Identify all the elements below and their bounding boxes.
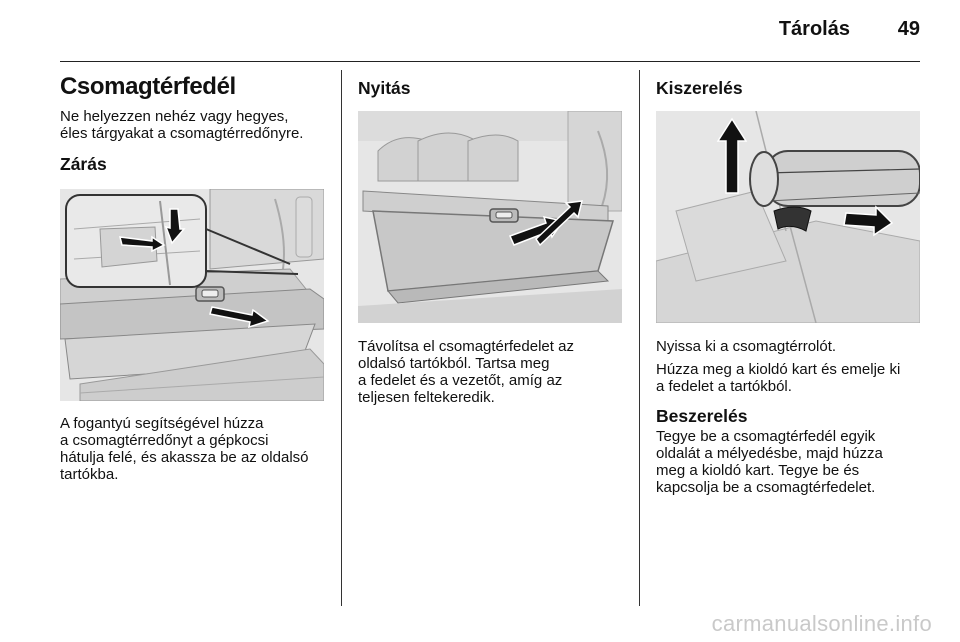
column-opening — [358, 72, 626, 406]
removal-text-2-line-2: a fedelet a tartókból. — [656, 378, 792, 395]
removal-text-1: Nyissa ki a csomagtérrolót. — [656, 338, 837, 355]
removal-text-2-line-1: Húzza meg a kioldó kart és emelje ki — [656, 361, 901, 378]
closing-text-line-4: tartókba. — [60, 466, 119, 483]
opening-illustration — [358, 111, 622, 323]
closing-text-line-3: hátulja felé, és akassza be az oldalsó — [60, 449, 309, 466]
removal-illustration-drawing — [656, 111, 920, 323]
removal-heading: Kiszerelés — [656, 78, 743, 98]
install-text-line-1: Tegye be a csomagtérfedél egyik — [656, 428, 876, 445]
opening-illustration-drawing — [358, 111, 622, 323]
column-removal — [656, 72, 924, 496]
opening-text-line-2: oldalsó tartókból. Tartsa meg — [358, 355, 550, 372]
column-divider-2 — [639, 70, 640, 606]
closing-illustration-drawing — [60, 189, 324, 401]
closing-text-line-2: a csomagtérredőnyt a gépkocsi — [60, 432, 269, 449]
header-section-title: Tárolás — [778, 18, 850, 40]
page-number: 49 — [897, 18, 920, 40]
closing-text-line-1: A fogantyú segítségével húzza — [60, 415, 264, 432]
install-text-line-4: kapcsolja be a csomagtérfedelet. — [656, 479, 876, 496]
removal-illustration — [656, 111, 920, 323]
opening-text-line-1: Távolítsa el csomagtérfedelet az — [358, 338, 574, 355]
intro-line-1: Ne helyezzen nehéz vagy hegyes, — [60, 108, 289, 125]
closing-illustration — [60, 189, 324, 401]
install-text-line-2: oldalát a mélyedésbe, majd húzza — [656, 445, 883, 462]
opening-text-line-4: teljesen feltekeredik. — [358, 389, 495, 406]
column-divider-1 — [341, 70, 342, 606]
header-divider — [60, 61, 920, 62]
opening-text-line-3: a fedelet és a vezetőt, amíg az — [358, 372, 563, 389]
install-heading: Beszerelés — [656, 406, 748, 426]
intro-line-2: éles tárgyakat a csomagtérredőnyre. — [60, 125, 304, 142]
watermark: carmanualsonline.info — [711, 611, 932, 636]
closing-heading: Zárás — [60, 154, 107, 174]
opening-heading: Nyitás — [358, 78, 411, 98]
column-closing — [60, 72, 328, 483]
install-text-line-3: meg a kioldó kart. Tegye be és — [656, 462, 860, 479]
main-title: Csomagtérfedél — [60, 73, 236, 100]
